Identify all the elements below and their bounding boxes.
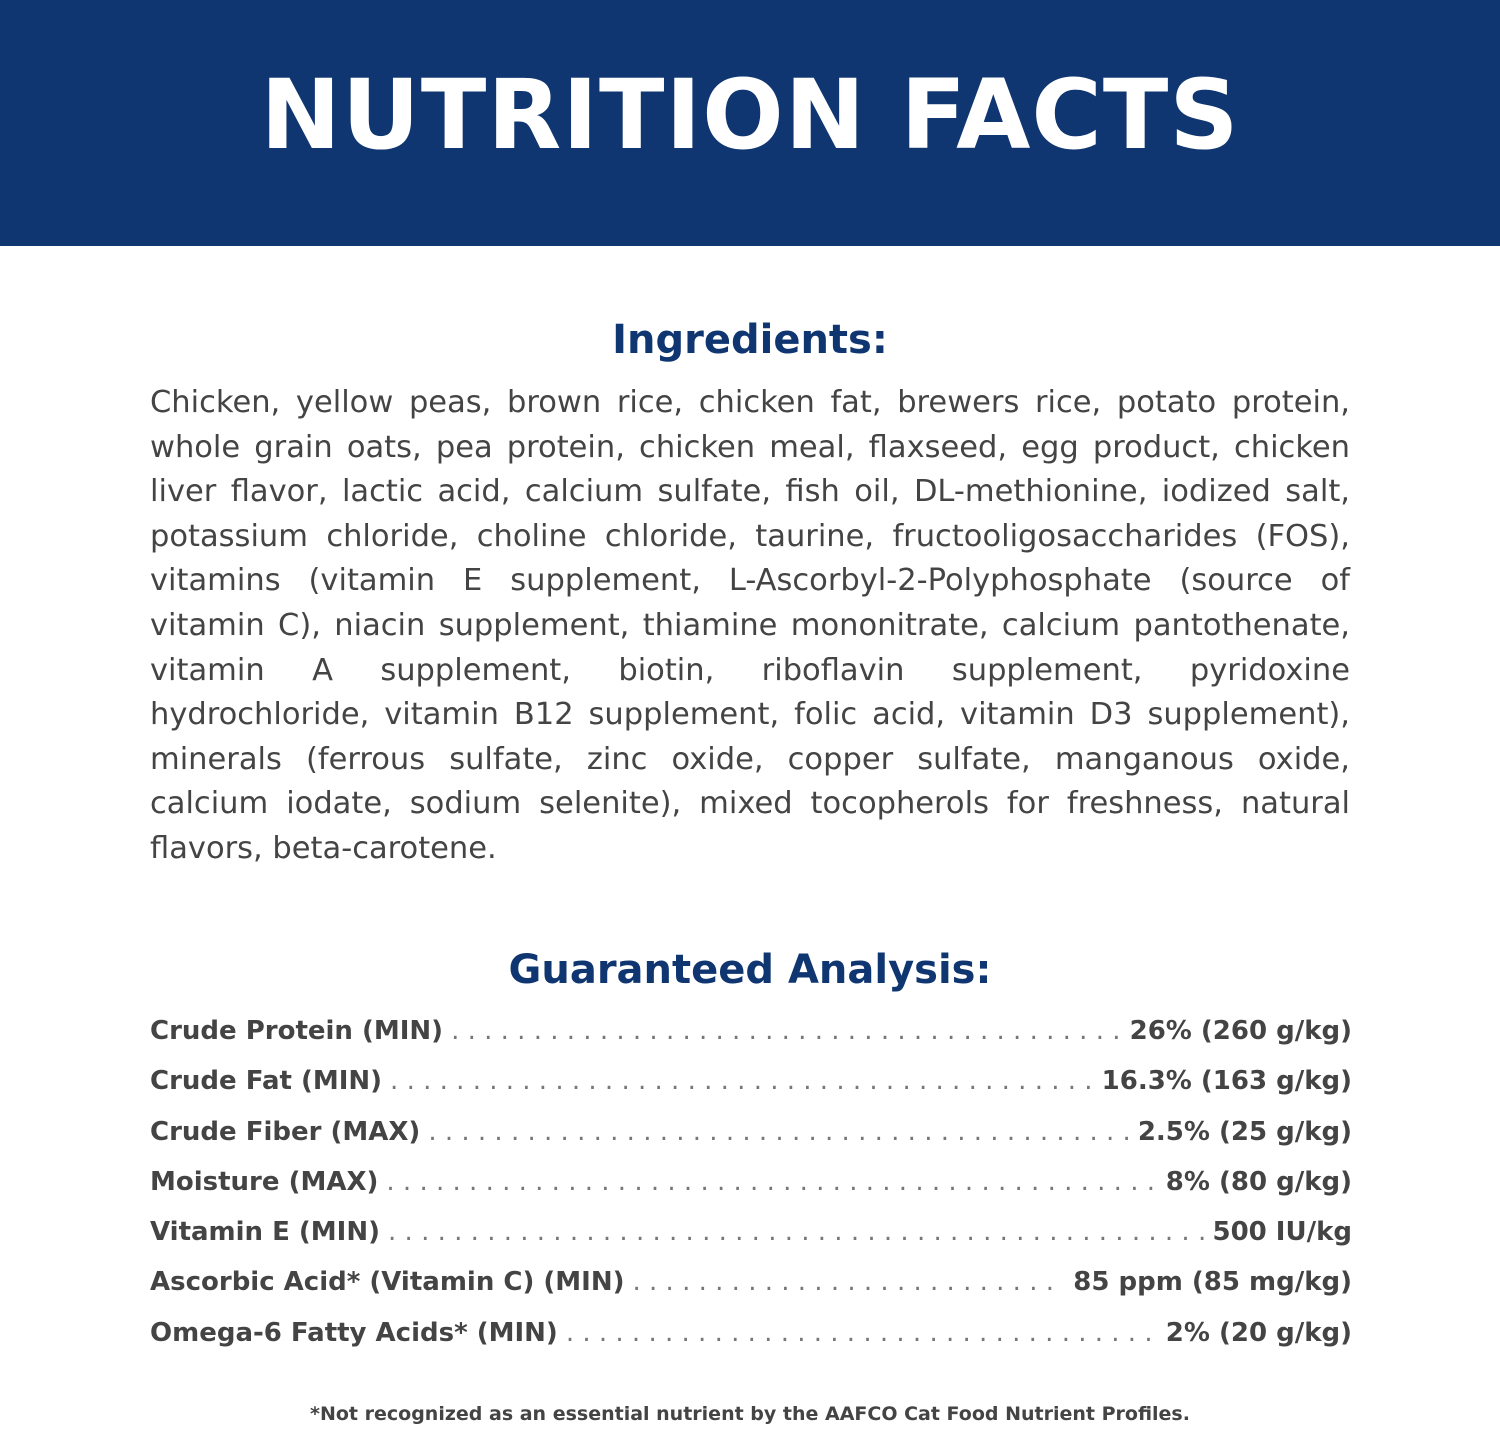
analysis-label: Crude Protein (MIN) [150,1016,444,1046]
dot-leader [566,1318,1158,1348]
analysis-row-moisture [150,1167,1352,1217]
dot-leader [632,1267,1065,1297]
analysis-label: Omega-6 Fatty Acids* (MIN) [150,1317,558,1348]
analysis-value: 2% (20 g/kg) [1165,1317,1352,1348]
analysis-label: Moisture (MAX) [150,1166,379,1197]
analysis-row-crude-fat [150,1066,1352,1116]
analysis-value: 2.5% (25 g/kg) [1137,1116,1352,1147]
analysis-value: 500 IU/kg [1212,1217,1352,1248]
dot-leader [428,1117,1130,1147]
ingredients-list: Chicken, yellow peas, brown rice, chicken fat, brewers rice, potato protein, whole grain oats, pea protein, chicken meal, flaxseed, egg product, chicken liver flavor, lactic acid, calcium sulfate, fish oil, DL-methionine, iodized salt, potassium chloride, choline chloride, taurine, fructooligosaccharides (FOS), vitamins (vitamin E supplement, L-Ascorbyl-2-Polyphosphate (source of vitamin C), niacin supplement, thiamine mononitrate, calcium pantothenate, vitamin A supplement, biotin, riboflavin supplement, pyridoxine hydrochloride, vitamin B12 supplement, folic acid, vitamin D3 supplement), minerals (ferrous sulfate, zinc oxide, copper sulfate, manganous oxide, calcium iodate, sodium selenite), mixed tocopherols for freshness, natural flavors, beta-carotene. [150,385,1350,866]
analysis-row-ascorbic-acid [150,1267,1352,1317]
analysis-label: Crude Fat (MIN) [150,1066,383,1097]
dot-leader [390,1066,1094,1096]
analysis-row-omega-6 [150,1318,1352,1368]
analysis-value: 26% (260 g/kg) [1129,1016,1352,1046]
analysis-label: Ascorbic Acid* (Vitamin C) (MIN) [150,1267,625,1298]
analysis-row-crude-protein [150,1016,1352,1066]
analysis-label: Crude Fiber (MAX) [150,1116,421,1147]
analysis-value: 85 ppm (85 mg/kg) [1073,1267,1352,1298]
dot-leader [386,1167,1157,1197]
ingredients-heading: Ingredients: [612,317,888,363]
analysis-value: 16.3% (163 g/kg) [1101,1066,1352,1097]
dot-leader [388,1217,1204,1247]
analysis-label: Vitamin E (MIN) [150,1217,381,1248]
analysis-value: 8% (80 g/kg) [1165,1166,1352,1197]
analysis-row-vitamin-e [150,1217,1352,1267]
footnote: *Not recognized as an essential nutrient by the AAFCO Cat Food Nutrient Profiles. [310,1403,1190,1425]
page-title: NUTRITION FACTS [260,59,1240,171]
guaranteed-analysis-table [150,1016,1352,1368]
analysis-row-crude-fiber [150,1117,1352,1167]
guaranteed-analysis-heading: Guaranteed Analysis: [508,947,992,993]
header-banner [0,0,1500,246]
dot-leader [451,1016,1122,1046]
